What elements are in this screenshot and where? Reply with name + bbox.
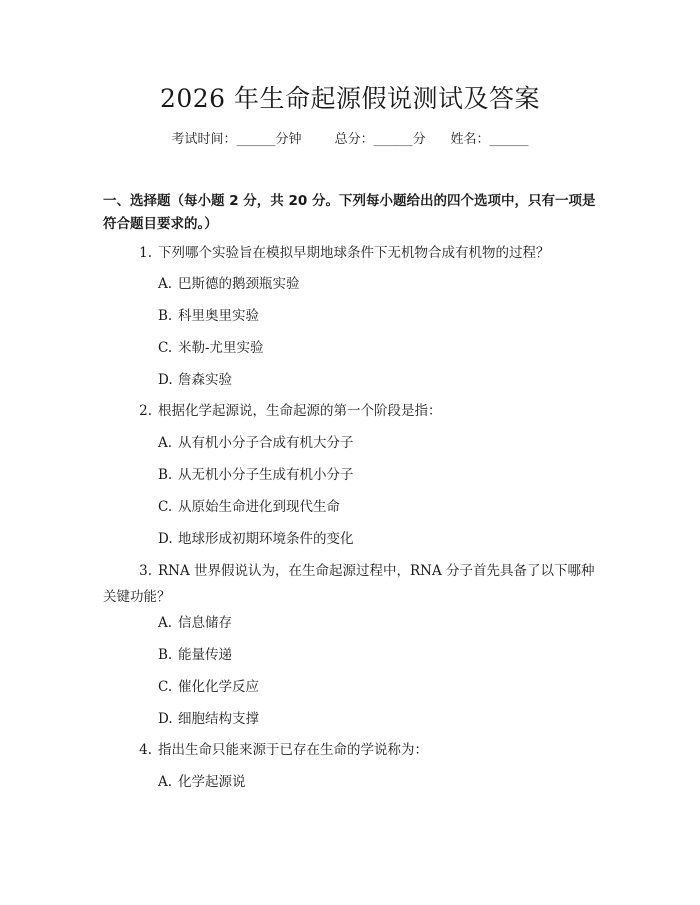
option-1b xyxy=(158,302,598,330)
option-1d xyxy=(158,366,598,394)
option-2c xyxy=(158,493,598,521)
option-text: 詹森实验 xyxy=(178,372,232,388)
section-heading: 一、选择题（每小题 2 分，共 20 分。下列每小题给出的四个选项中，只有一项是符合题目要求的。） xyxy=(103,193,596,232)
option-text: 科里奥里实验 xyxy=(178,308,259,324)
question-text: RNA 世界假说认为，在生命起源过程中，RNA 分子首先具备了以下哪种关键功能？ xyxy=(103,563,595,605)
page-title: 2026 年生命起源假说测试及答案 xyxy=(159,84,541,113)
option-letter: B. xyxy=(158,308,173,324)
option-text: 米勒-尤里实验 xyxy=(178,340,264,356)
option-4a xyxy=(158,768,598,796)
option-letter: C. xyxy=(158,499,173,515)
question-3 xyxy=(103,558,603,610)
option-2d xyxy=(158,525,598,553)
option-text: 化学起源说 xyxy=(178,774,246,790)
exam-meta xyxy=(0,131,700,149)
option-text: 从无机小分子生成有机小分子 xyxy=(178,467,354,483)
option-text: 地球形成初期环境条件的变化 xyxy=(178,531,354,547)
option-letter: A. xyxy=(158,276,173,292)
option-letter: C. xyxy=(158,679,173,695)
option-letter: B. xyxy=(158,467,173,483)
option-letter: D. xyxy=(158,711,173,727)
option-text: 能量传递 xyxy=(178,647,232,663)
question-2 xyxy=(103,397,603,425)
question-number: 4. xyxy=(139,742,152,758)
option-3d xyxy=(158,705,598,733)
question-number: 1. xyxy=(139,245,152,261)
option-letter: C. xyxy=(158,340,173,356)
exam-time-field: 考试时间：______分钟 xyxy=(171,132,302,147)
option-2a xyxy=(158,429,598,457)
option-letter: A. xyxy=(158,435,173,451)
option-3c xyxy=(158,673,598,701)
option-text: 从原始生命进化到现代生命 xyxy=(178,499,340,515)
option-1a xyxy=(158,270,598,298)
option-3a xyxy=(158,609,598,637)
question-1 xyxy=(103,239,603,267)
option-text: 催化化学反应 xyxy=(178,679,259,695)
total-score-field: 总分：______分 xyxy=(334,132,426,147)
question-text: 指出生命只能来源于已存在生命的学说称为： xyxy=(158,742,428,758)
option-text: 细胞结构支撑 xyxy=(178,711,259,727)
option-letter: D. xyxy=(158,372,173,388)
option-text: 巴斯德的鹅颈瓶实验 xyxy=(178,276,300,292)
option-letter: A. xyxy=(158,774,173,790)
option-text: 信息储存 xyxy=(178,615,232,631)
option-1c xyxy=(158,334,598,362)
option-letter: B. xyxy=(158,647,173,663)
option-letter: A. xyxy=(158,615,173,631)
option-3b xyxy=(158,641,598,669)
option-letter: D. xyxy=(158,531,173,547)
question-text: 下列哪个实验旨在模拟早期地球条件下无机物合成有机物的过程？ xyxy=(158,245,550,261)
question-4 xyxy=(103,736,603,764)
student-name-field: 姓名：______ xyxy=(450,132,529,147)
question-text: 根据化学起源说，生命起源的第一个阶段是指： xyxy=(158,403,442,419)
question-number: 3. xyxy=(139,563,152,579)
option-text: 从有机小分子合成有机大分子 xyxy=(178,435,354,451)
question-number: 2. xyxy=(139,403,152,419)
option-2b xyxy=(158,461,598,489)
